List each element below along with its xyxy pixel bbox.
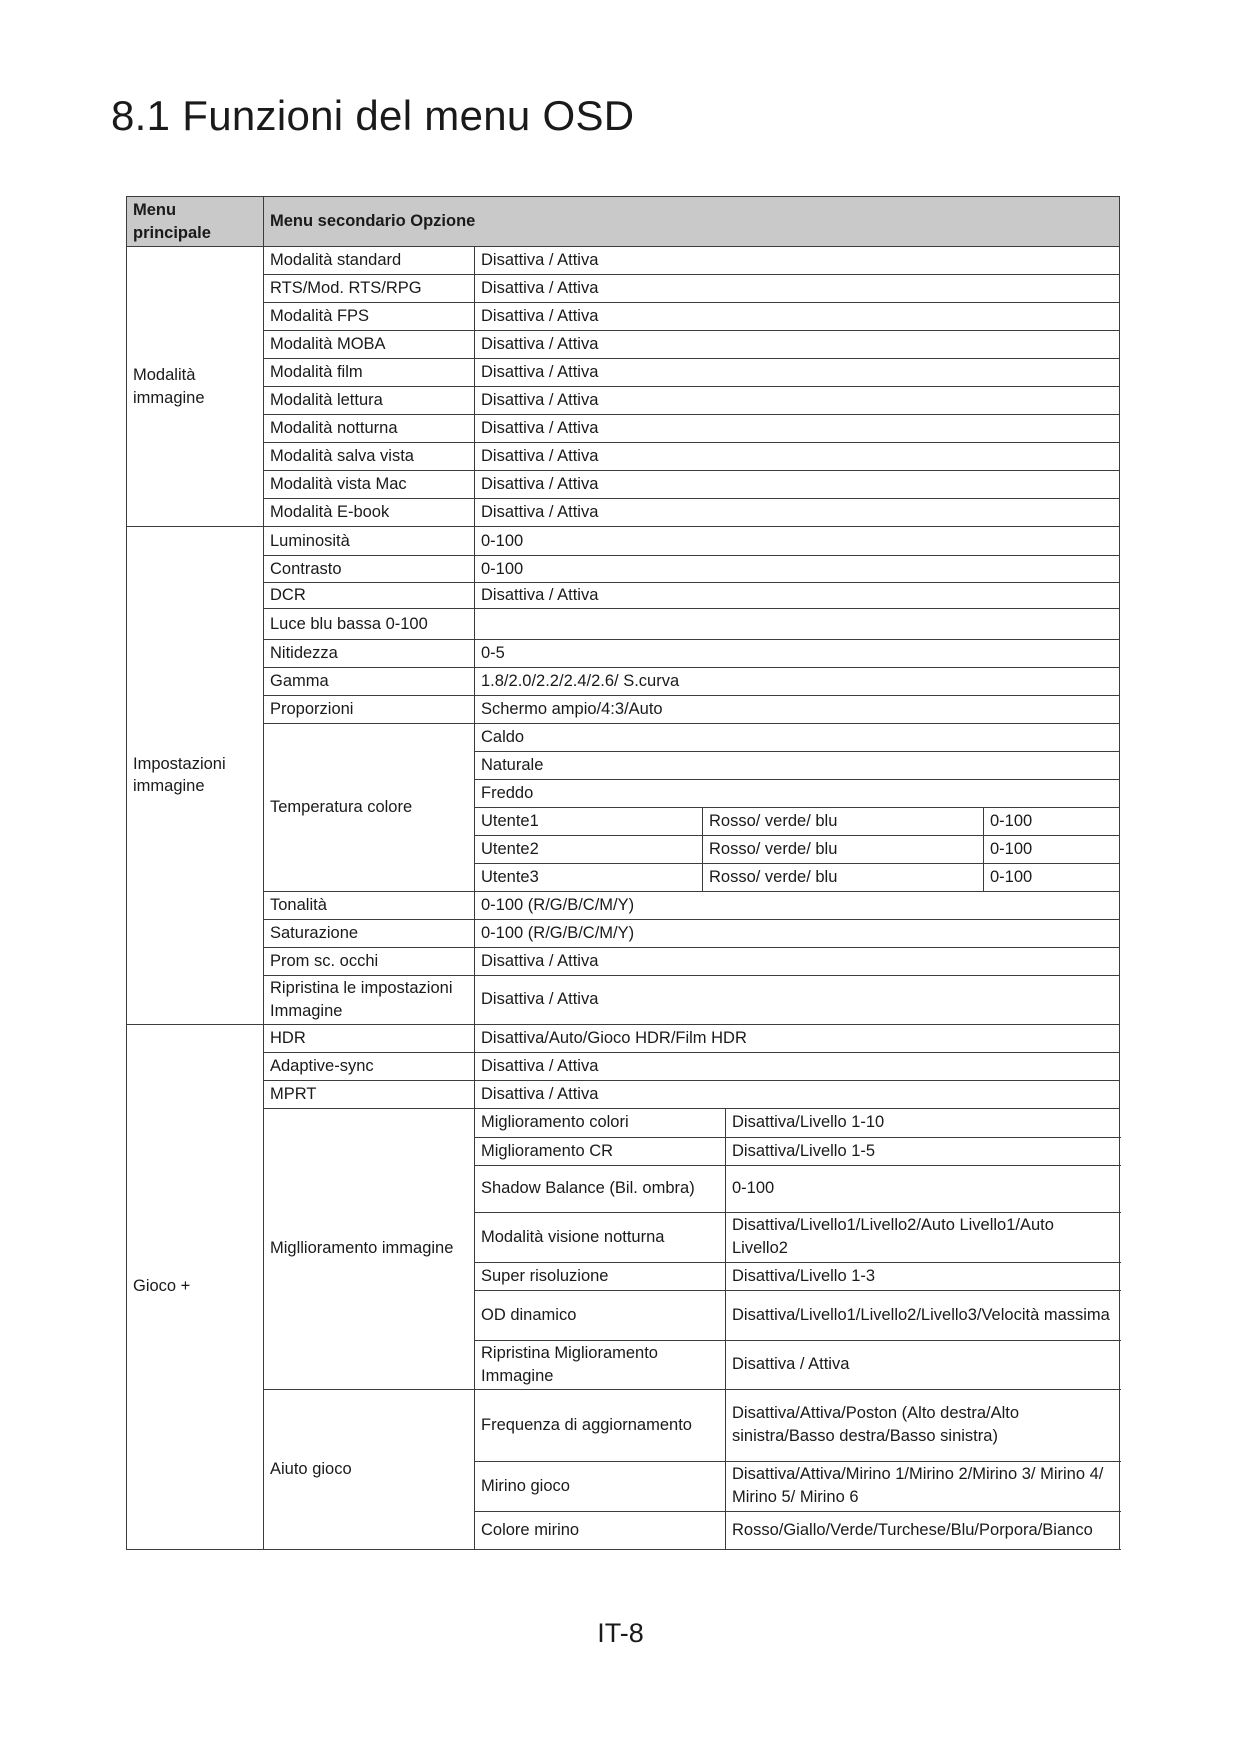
option-value: Caldo bbox=[475, 724, 1120, 752]
option-label: Ripristina Miglioramento Immagine bbox=[475, 1340, 726, 1389]
option-value: Disattiva/Livello1/Livello2/Auto Livello1/Auto Livello2 bbox=[726, 1212, 1120, 1262]
user-preset-range: 0-100 bbox=[984, 808, 1120, 836]
submenu-label: Saturazione bbox=[264, 920, 475, 948]
option-value: 1.8/2.0/2.2/2.4/2.6/ S.curva bbox=[475, 668, 1120, 696]
option-value: Disattiva / Attiva bbox=[475, 1052, 1120, 1080]
option-label: OD dinamico bbox=[475, 1290, 726, 1340]
submenu-label: Adaptive-sync bbox=[264, 1052, 475, 1080]
option-label: Colore mirino bbox=[475, 1511, 726, 1549]
table-row bbox=[127, 1108, 1120, 1137]
table-row bbox=[127, 920, 1120, 948]
option-value: Disattiva / Attiva bbox=[475, 247, 1120, 275]
option-value: Disattiva / Attiva bbox=[475, 1080, 1120, 1108]
submenu-label: HDR bbox=[264, 1024, 475, 1052]
option-value: Schermo ampio/4:3/Auto bbox=[475, 696, 1120, 724]
table-row bbox=[127, 696, 1120, 724]
option-value: Disattiva / Attiva bbox=[475, 303, 1120, 331]
option-value: Disattiva / Attiva bbox=[475, 471, 1120, 499]
submenu-label: Modalità vista Mac bbox=[264, 471, 475, 499]
page-title: 8.1 Funzioni del menu OSD bbox=[111, 92, 635, 139]
option-label: Modalità visione notturna bbox=[475, 1212, 726, 1262]
submenu-label: Modalità MOBA bbox=[264, 331, 475, 359]
option-value: Disattiva/Livello 1-10 bbox=[726, 1108, 1120, 1137]
option-value: Disattiva / Attiva bbox=[475, 359, 1120, 387]
option-label: Mirino gioco bbox=[475, 1461, 726, 1511]
option-value: Disattiva / Attiva bbox=[475, 331, 1120, 359]
option-label: Super risoluzione bbox=[475, 1262, 726, 1290]
table-row bbox=[127, 556, 1120, 583]
table-row bbox=[127, 1052, 1120, 1080]
table-row bbox=[127, 331, 1120, 359]
table-row bbox=[127, 247, 1120, 275]
table-row bbox=[127, 892, 1120, 920]
option-value: Disattiva / Attiva bbox=[475, 415, 1120, 443]
user-preset-range: 0-100 bbox=[984, 836, 1120, 864]
option-label: Miglioramento colori bbox=[475, 1108, 726, 1137]
option-value: Disattiva / Attiva bbox=[475, 443, 1120, 471]
table-row bbox=[127, 443, 1120, 471]
option-value: Disattiva/Livello1/Livello2/Livello3/Velocità massima bbox=[726, 1290, 1120, 1340]
submenu-label: Ripristina le impostazioni Immagine bbox=[264, 976, 475, 1025]
main-menu-impostazioni-immagine: Impostazioni immagine bbox=[127, 527, 264, 1025]
submenu-label: RTS/Mod. RTS/RPG bbox=[264, 275, 475, 303]
page-number: IT-8 bbox=[597, 1618, 644, 1648]
header-main-menu: Menu principale bbox=[127, 197, 264, 247]
table-row bbox=[127, 415, 1120, 443]
user-preset-label: Utente3 bbox=[475, 864, 703, 892]
submenu-label: DCR bbox=[264, 583, 475, 609]
option-value: 0-100 (R/G/B/C/M/Y) bbox=[475, 920, 1120, 948]
table-row bbox=[127, 359, 1120, 387]
table-row bbox=[127, 275, 1120, 303]
table-row bbox=[127, 303, 1120, 331]
user-preset-channels: Rosso/ verde/ blu bbox=[703, 864, 984, 892]
option-label: Miglioramento CR bbox=[475, 1137, 726, 1165]
table-row bbox=[127, 976, 1120, 1025]
option-value: Disattiva / Attiva bbox=[475, 499, 1120, 527]
option-value: Disattiva / Attiva bbox=[475, 948, 1120, 976]
user-preset-channels: Rosso/ verde/ blu bbox=[703, 808, 984, 836]
submenu-label: Modalità notturna bbox=[264, 415, 475, 443]
table-row bbox=[127, 387, 1120, 415]
option-value: Rosso/Giallo/Verde/Turchese/Blu/Porpora/Bianco bbox=[726, 1511, 1120, 1549]
table-row bbox=[127, 609, 1120, 640]
user-preset-channels: Rosso/ verde/ blu bbox=[703, 836, 984, 864]
table-row bbox=[127, 640, 1120, 668]
submenu-label: Modalità salva vista bbox=[264, 443, 475, 471]
table-row bbox=[127, 1389, 1120, 1461]
main-menu-modalita-immagine: Modalità immagine bbox=[127, 247, 264, 527]
table-row bbox=[127, 1024, 1120, 1052]
submenu-label: Modalità FPS bbox=[264, 303, 475, 331]
table-row bbox=[127, 499, 1120, 527]
main-menu-gioco: Gioco + bbox=[127, 1024, 264, 1549]
submenu-label: Modalità lettura bbox=[264, 387, 475, 415]
option-value: Disattiva/Livello 1-3 bbox=[726, 1262, 1120, 1290]
submenu-label: Modalità standard bbox=[264, 247, 475, 275]
submenu-temperatura-colore: Temperatura colore bbox=[264, 724, 475, 892]
table-row bbox=[127, 724, 1120, 752]
osd-menu-table bbox=[126, 196, 1120, 1550]
submenu-label: Nitidezza bbox=[264, 640, 475, 668]
option-value: Disattiva/Livello 1-5 bbox=[726, 1137, 1120, 1165]
user-preset-label: Utente2 bbox=[475, 836, 703, 864]
option-label: Shadow Balance (Bil. ombra) bbox=[475, 1165, 726, 1212]
submenu-label: MPRT bbox=[264, 1080, 475, 1108]
table-row bbox=[127, 948, 1120, 976]
option-value: 0-100 (R/G/B/C/M/Y) bbox=[475, 892, 1120, 920]
submenu-miglioramento-immagine: Migllioramento immagine bbox=[264, 1108, 475, 1389]
user-preset-label: Utente1 bbox=[475, 808, 703, 836]
option-value bbox=[475, 609, 1120, 640]
table-row bbox=[127, 527, 1120, 556]
option-label: Frequenza di aggiornamento bbox=[475, 1389, 726, 1461]
submenu-label: Modalità film bbox=[264, 359, 475, 387]
option-value: 0-100 bbox=[726, 1165, 1120, 1212]
submenu-label: Gamma bbox=[264, 668, 475, 696]
submenu-aiuto-gioco: Aiuto gioco bbox=[264, 1389, 475, 1549]
user-preset-range: 0-100 bbox=[984, 864, 1120, 892]
option-value: Disattiva/Attiva/Poston (Alto destra/Alto sinistra/Basso destra/Basso sinistra) bbox=[726, 1389, 1120, 1461]
submenu-label: Luce blu bassa 0-100 bbox=[264, 609, 475, 640]
option-value: 0-5 bbox=[475, 640, 1120, 668]
table-row bbox=[127, 1080, 1120, 1108]
option-value: Disattiva / Attiva bbox=[475, 387, 1120, 415]
table-row bbox=[127, 668, 1120, 696]
option-value: Freddo bbox=[475, 780, 1120, 808]
submenu-label: Tonalità bbox=[264, 892, 475, 920]
submenu-label: Proporzioni bbox=[264, 696, 475, 724]
submenu-label: Prom sc. occhi bbox=[264, 948, 475, 976]
option-value: Disattiva / Attiva bbox=[475, 275, 1120, 303]
option-value: Disattiva/Auto/Gioco HDR/Film HDR bbox=[475, 1024, 1120, 1052]
option-value: Naturale bbox=[475, 752, 1120, 780]
option-value: Disattiva/Attiva/Mirino 1/Mirino 2/Mirino 3/ Mirino 4/ Mirino 5/ Mirino 6 bbox=[726, 1461, 1120, 1511]
option-value: 0-100 bbox=[475, 527, 1120, 556]
option-value: Disattiva / Attiva bbox=[726, 1340, 1120, 1389]
option-value: Disattiva / Attiva bbox=[475, 976, 1120, 1025]
option-value: 0-100 bbox=[475, 556, 1120, 583]
table-header-row bbox=[127, 197, 1120, 247]
option-value: Disattiva / Attiva bbox=[475, 583, 1120, 609]
submenu-label: Modalità E-book bbox=[264, 499, 475, 527]
table-row bbox=[127, 583, 1120, 609]
header-sub-option: Menu secondario Opzione bbox=[264, 197, 1120, 247]
table-row bbox=[127, 471, 1120, 499]
submenu-label: Contrasto bbox=[264, 556, 475, 583]
submenu-label: Luminosità bbox=[264, 527, 475, 556]
